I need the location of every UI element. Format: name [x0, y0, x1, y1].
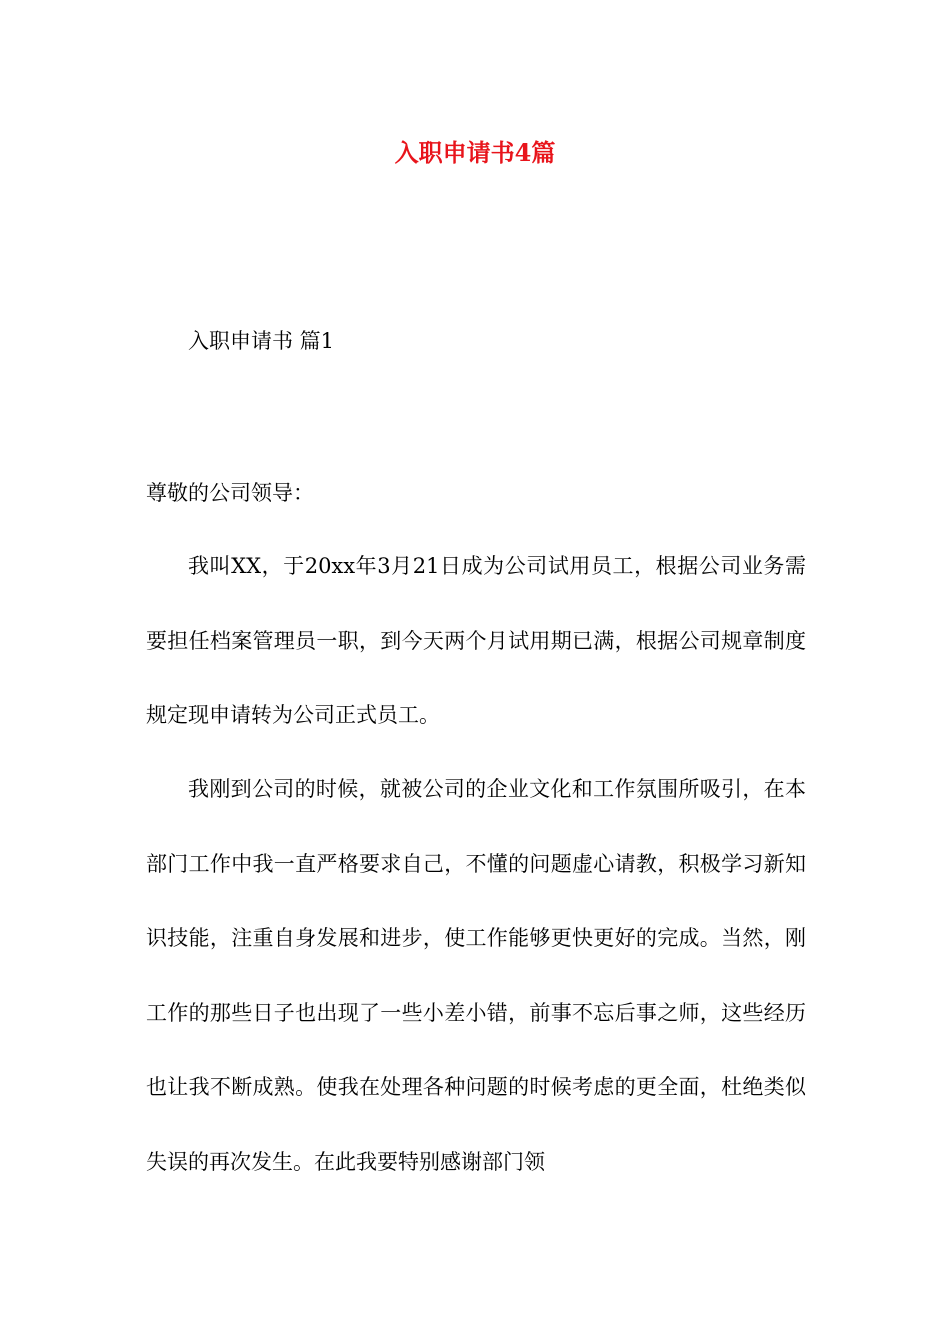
section-heading: 入职申请书 篇1: [188, 329, 335, 353]
salutation: 尊敬的公司领导：: [146, 481, 314, 505]
body-paragraph: 我刚到公司的时候，就被公司的企业文化和工作氛围所吸引，在本部门工作中我一直严格要求自己，不懂的问题虚心请教，积极学习新知识技能，注重自身发展和进步，使工作能够更快更好的完成。当然，刚工作的那些日子也出现了一些小差小错，前事不忘后事之师，这些经历也让我不断成熟。使我在处理各种问题的时候考虑的更全面，杜绝类似失误的再次发生。在此我要特别感谢部门领: [146, 777, 806, 1174]
body-paragraph: 我叫XX，于20xx年3月21日成为公司试用员工，根据公司业务需要担任档案管理员一职，到今天两个月试用期已满，根据公司规章制度规定现申请转为公司正式员工。: [146, 554, 806, 727]
document-title: 入职申请书4篇: [394, 138, 556, 167]
